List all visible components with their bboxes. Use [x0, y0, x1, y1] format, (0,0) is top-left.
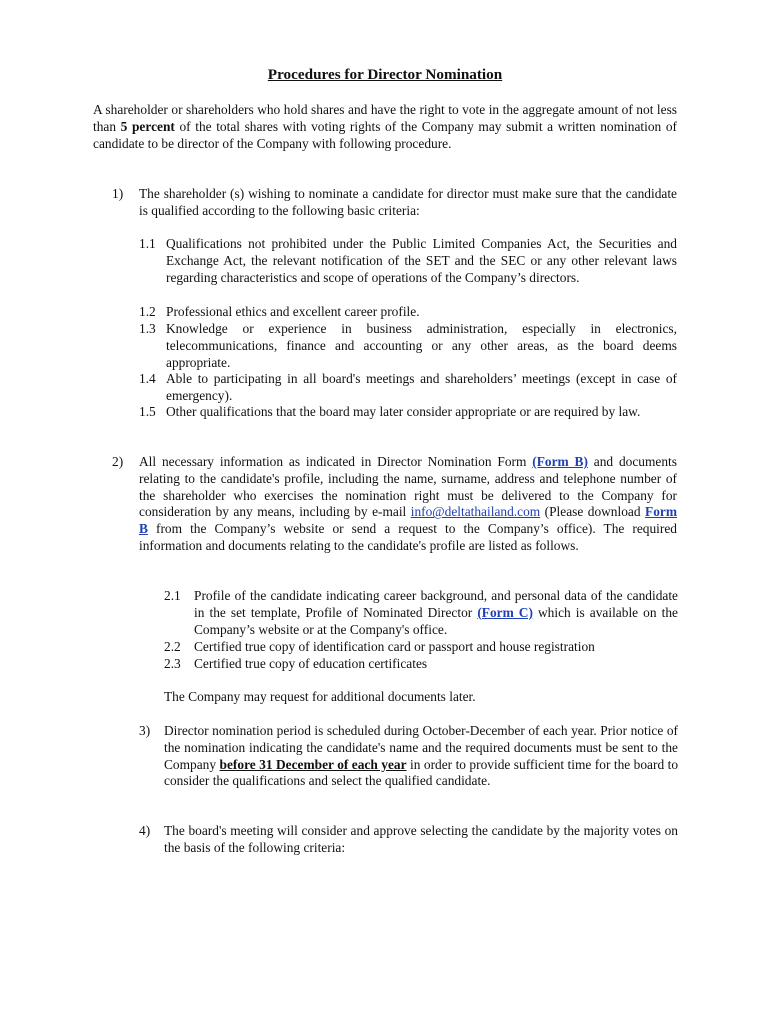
form-b-download-link[interactable]: Form B	[139, 504, 677, 537]
criteria-text: Other qualifications that the board may later consider appropriate or are required by law.	[166, 404, 641, 419]
item-2-text-b: and documents relating to the candidate's profile, including the name, surname, address and telephone number of the shareholder who exercises the nomination right must be delivered to the Company for consideration by any means, including by e-mail	[139, 454, 677, 520]
item-2-text	[139, 454, 677, 555]
intro-text: A shareholder or shareholders who hold shares and have the right to vote in the aggregate amount of not less than	[93, 102, 677, 134]
criteria-number: 1.5	[139, 404, 156, 419]
document-text-a: Profile of the candidate indicating career background, and personal data of the candidate in the set template, Profile of Nominated Director	[194, 588, 678, 620]
criteria-item	[139, 236, 677, 286]
criteria-text: Knowledge or experience in business administration, especially in electronics, telecommunications, finance and accounting or any other areas, as the board deems appropriate.	[166, 321, 677, 370]
criteria-item	[139, 304, 677, 321]
criteria-number: 1.4	[139, 371, 156, 386]
item-2-number: 2)	[112, 454, 124, 469]
form-c-link[interactable]: (Form C)	[477, 604, 533, 620]
document-item	[164, 588, 678, 638]
item-2-text-d: from the Company’s website or send a request to the Company’s office). The required information and documents relating to the candidate's profile are listed as follows.	[139, 521, 677, 553]
item-2-text-a: All necessary information as indicated in Director Nomination Form	[139, 454, 533, 469]
document-text-b: which is available on the Company’s website or at the Company's office.	[194, 604, 678, 637]
item-3-text-b: in order to provide sufficient time for the board to consider the qualifications and select the qualified candidate.	[164, 756, 679, 789]
document-item	[164, 656, 678, 673]
criteria-item	[139, 371, 677, 405]
additional-documents-note: The Company may request for additional documents later.	[164, 689, 476, 704]
document-text: Certified true copy of identification card or passport and house registration	[194, 639, 595, 654]
email-link[interactable]: info@deltathailand.com	[410, 504, 541, 520]
page-title: Procedures for Director Nomination	[267, 66, 503, 83]
criteria-number: 1.3	[139, 321, 156, 336]
document-number: 2.2	[164, 639, 181, 654]
criteria-text: Able to participating in all board's meetings and shareholders’ meetings (except in case of emergency).	[166, 371, 677, 403]
item-1-number: 1)	[112, 186, 124, 201]
document-number: 2.1	[164, 588, 181, 603]
document-text	[194, 588, 678, 638]
item-3-text-a: Director nomination period is scheduled during October-December of each year. Prior notice of the nomination indicating the candidate's name and the required documents must be sent to the Company	[164, 723, 678, 772]
document-number: 2.3	[164, 656, 181, 671]
document-item	[164, 639, 678, 656]
deadline-text: before 31 December of each year	[219, 756, 407, 772]
criteria-number: 1.1	[139, 236, 156, 251]
form-b-link[interactable]: (Form B)	[532, 454, 588, 469]
criteria-text: Professional ethics and excellent career profile.	[166, 304, 420, 319]
item-3-text	[164, 723, 678, 790]
item-4-text: The board's meeting will consider and approve selecting the candidate by the majority votes on the basis of the following criteria:	[164, 823, 678, 855]
intro-percent: 5 percent	[120, 118, 175, 134]
intro-paragraph	[93, 102, 677, 152]
criteria-item	[139, 321, 677, 371]
criteria-item	[139, 404, 677, 421]
criteria-text: Qualifications not prohibited under the Public Limited Companies Act, the Securities and Exchange Act, the relevant notification of the SET and the SEC or any other relevant laws regarding characteristics and scope of operations of the Company’s directors.	[166, 236, 677, 285]
item-1-text: The shareholder (s) wishing to nominate a candidate for director must make sure that the candidate is qualified according to the following basic criteria:	[139, 186, 677, 218]
item-3-number: 3)	[139, 723, 151, 738]
item-2-text-c: (Please download	[540, 504, 646, 520]
document-text: Certified true copy of education certificates	[194, 656, 428, 671]
intro-text-end: of the total shares with voting rights of the Company may submit a written nomination of candidate to be director of the Company with following procedure.	[93, 118, 677, 151]
criteria-number: 1.2	[139, 304, 156, 319]
item-4-number: 4)	[139, 823, 151, 838]
